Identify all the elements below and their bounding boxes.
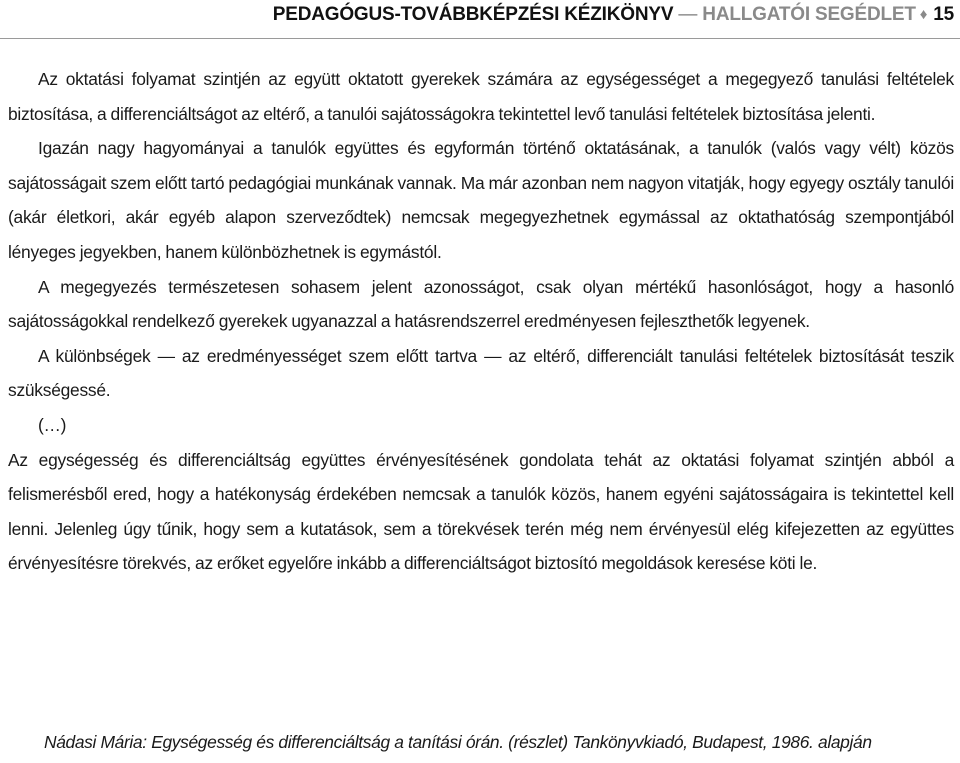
- title-separator: —: [678, 4, 698, 25]
- page-number: 15: [933, 4, 954, 25]
- diamond-icon: ♦: [919, 6, 928, 23]
- omission-marker: (…): [38, 414, 67, 435]
- book-subtitle: HALLGATÓI SEGÉDLET: [702, 4, 916, 25]
- paragraph-4: A különbségek — az eredményességet szem előtt tartva — az eltérő, differenciált tanulási feltételek biztosítását teszik szükségessé.: [8, 345, 954, 401]
- paragraph-5: Az egységesség és differenciáltság együttes érvényesítésének gondolata tehát az oktatási folyamat szintjén abból a felismerésből ered, hogy a hatékonyság érdekében nemcsak a tanulók közös, hanem egyéni sajátosságaira is tekintettel kell lenni. Jelenleg úgy tűnik, hogy sem a kutatások, sem a törekvések terén még nem érvényesül elég kifejezetten az együttes érvényesítésre törekvés, az erőket egyelőre inkább a differenciáltságot biztosító megoldások keresése köti le.: [8, 449, 954, 574]
- page-header: [0, 0, 960, 40]
- body-text: [8, 62, 954, 581]
- paragraph-2: Igazán nagy hagyományai a tanulók együttes és egyformán történő oktatásának, a tanulók (valós vagy vélt) közös sajátosságait szem előtt tartó pedagógiai munkának vannak. Ma már azonban nem nagyon vitatják, hogy egyegy osztály tanulói (akár életkori, akár egyéb alapon szerveződtek) nemcsak megegyezhetnek egymással az oktathatóság szempontjából lényeges jegyekben, hanem különbözhetnek is egymástól.: [8, 138, 954, 262]
- paragraph-1: Az oktatási folyamat szintjén az együtt oktatott gyerekek számára az egységességet a megegyező tanulási feltételek biztosítása, a differenciáltságot az eltérő, a tanulói sajátosságokra tekintettel levő tanulási feltételek biztosítása jelenti.: [8, 69, 954, 124]
- source-citation: Nádasi Mária: Egységesség és differenciáltság a tanítási órán. (részlet) Tankönyvkiadó, Budapest, 1986. alapján: [44, 732, 872, 752]
- paragraph-3: A megegyezés természetesen sohasem jelent azonosságot, csak olyan mértékű hasonlóságot, hogy a hasonló sajátosságokkal rendelkező gyerekek ugyanazzal a hatásrendszerrel eredményesen fejleszthetők legyenek.: [8, 276, 954, 332]
- book-title: PEDAGÓGUS-TOVÁBBKÉPZÉSI KÉZIKÖNYV: [272, 4, 674, 25]
- running-head: [273, 4, 954, 26]
- header-divider: [0, 38, 960, 39]
